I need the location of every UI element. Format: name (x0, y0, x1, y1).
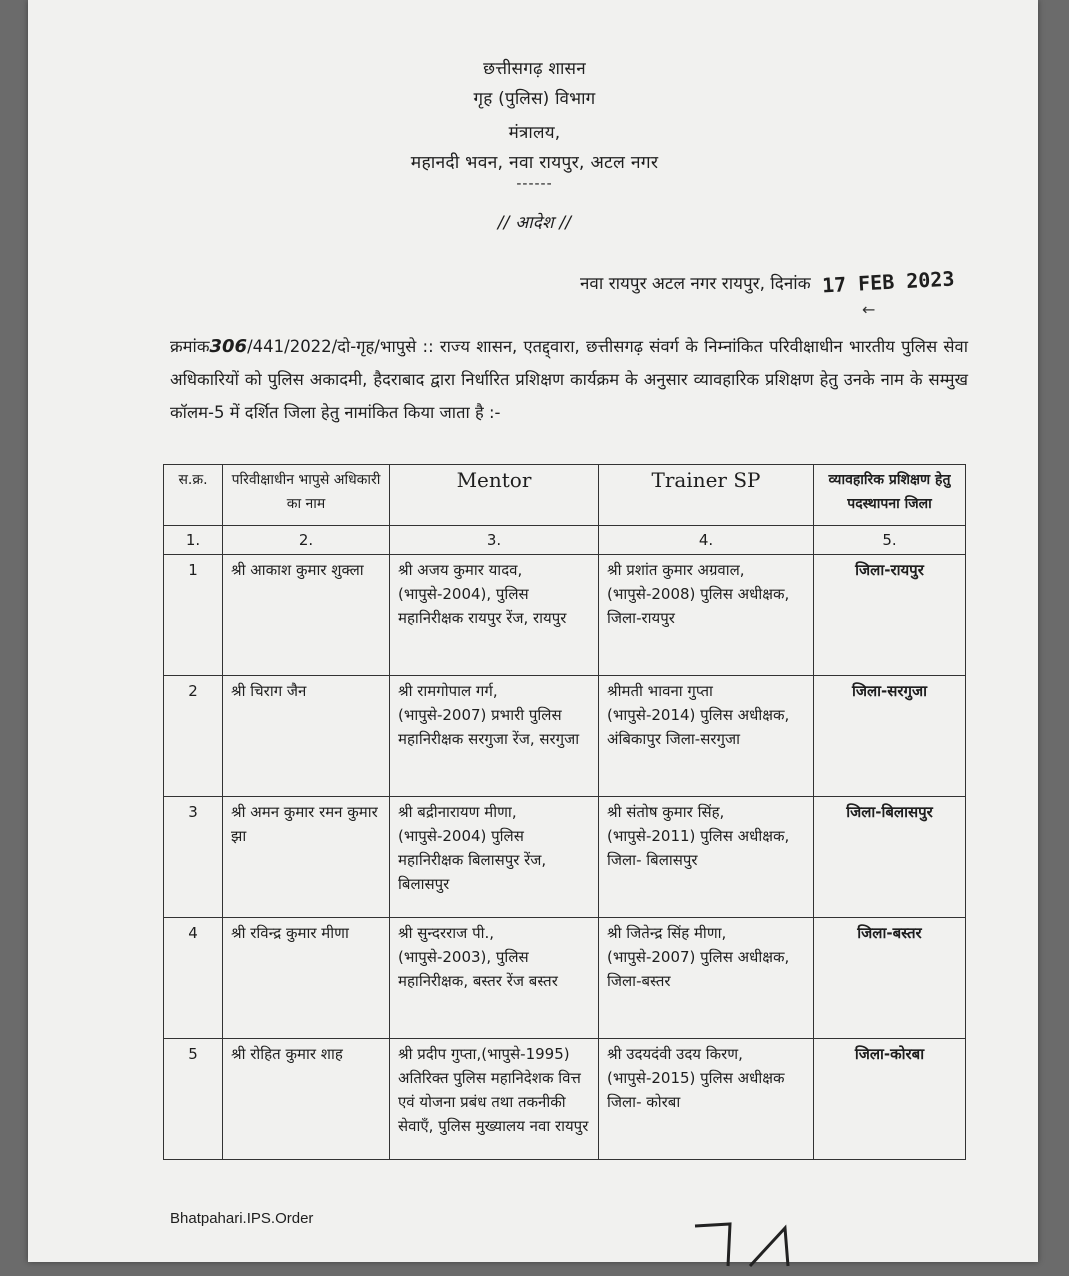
col-number: 1. (164, 526, 223, 555)
header-address: महानदी भवन, नवा रायपुर, अटल नगर (410, 153, 659, 173)
row-district: जिला-बस्तर (814, 918, 966, 1039)
order-number: 306 (209, 336, 248, 357)
signature-mark-icon (690, 1218, 830, 1268)
table-row (164, 555, 966, 676)
row-serial: 2 (164, 676, 223, 797)
header-serial: स.क्र. (164, 465, 223, 526)
row-mentor: श्री प्रदीप गुप्ता,(भापुसे-1995) अतिरिक्त पुलिस महानिदेशक वित्त एवं योजना प्रबंध तथा तकनीकी सेवाएँ, पुलिस मुख्यालय नवा रायपुर (390, 1039, 599, 1160)
row-mentor: श्री अजय कुमार यादव, (भापुसे-2004), पुलिस महानिरीक्षक रायपुर रेंज, रायपुर (390, 555, 599, 676)
dateline-place: नवा रायपुर अटल नगर रायपुर, दिनांक (580, 274, 811, 294)
row-district: जिला-सरगुजा (814, 676, 966, 797)
officers-table (163, 464, 966, 1160)
row-serial: 5 (164, 1039, 223, 1160)
header-separator: ------ (516, 176, 553, 192)
row-district: जिला-रायपुर (814, 555, 966, 676)
header-mentor: Mentor (390, 465, 599, 526)
header-department: गृह (पुलिस) विभाग (473, 89, 596, 109)
row-mentor: श्री बद्रीनारायण मीणा, (भापुसे-2004) पुलिस महानिरीक्षक बिलासपुर रेंज, बिलासपुर (390, 797, 599, 918)
header-district: व्यावहारिक प्रशिक्षण हेतु पदस्थापना जिला (814, 465, 966, 526)
order-title: // आदेश // (497, 213, 572, 233)
row-trainer: श्री प्रशांत कुमार अग्रवाल, (भापुसे-2008) पुलिस अधीक्षक, जिला-रायपुर (599, 555, 814, 676)
order-paragraph (170, 330, 968, 429)
row-serial: 4 (164, 918, 223, 1039)
row-mentor: श्री रामगोपाल गर्ग, (भापुसे-2007) प्रभारी पुलिस महानिरीक्षक सरगुजा रेंज, सरगुजा (390, 676, 599, 797)
row-trainer: श्री जितेन्द्र सिंह मीणा, (भापुसे-2007) पुलिस अधीक्षक, जिला-बस्तर (599, 918, 814, 1039)
row-district: जिला-कोरबा (814, 1039, 966, 1160)
column-number-row (164, 526, 966, 555)
row-serial: 3 (164, 797, 223, 918)
dateline (580, 266, 956, 298)
row-officer-name: श्री अमन कुमार रमन कुमार झा (223, 797, 390, 918)
col-number: 4. (599, 526, 814, 555)
dateline-date: 17 FEB 2023 (821, 266, 956, 298)
header-officer-name: परिवीक्षाधीन भापुसे अधिकारी का नाम (223, 465, 390, 526)
header-government: छत्तीसगढ़ शासन (483, 59, 586, 79)
row-trainer: श्रीमती भावना गुप्ता (भापुसे-2014) पुलिस अधीक्षक, अंबिकापुर जिला-सरगुजा (599, 676, 814, 797)
row-trainer: श्री उदयदंवी उदय किरण, (भापुसे-2015) पुलिस अधीक्षक जिला- कोरबा (599, 1039, 814, 1160)
row-district: जिला-बिलासपुर (814, 797, 966, 918)
table-row (164, 1039, 966, 1160)
table-row (164, 918, 966, 1039)
footer-watermark: Bhatpahari.IPS.Order (170, 1210, 314, 1227)
row-officer-name: श्री चिराग जैन (223, 676, 390, 797)
col-number: 5. (814, 526, 966, 555)
row-officer-name: श्री आकाश कुमार शुक्ला (223, 555, 390, 676)
order-prefix: क्रमांक (170, 337, 210, 356)
row-serial: 1 (164, 555, 223, 676)
arrow-mark-icon: ← (862, 300, 876, 319)
table-row (164, 797, 966, 918)
table-header-row (164, 465, 966, 526)
table-row (164, 676, 966, 797)
order-text: /441/2022/दो-गृह/भापुसे :: राज्य शासन, एतद्द्वारा, छत्तीसगढ़ संवर्ग के निम्नांकित परिवीक्षाधीन भारतीय पुलिस सेवा अधिकारियों को पुलिस अकादमी, हैदराबाद द्वारा निर्धारित प्रशिक्षण कार्यक्रम के अनुसार व्यावहारिक प्रशिक्षण हेतु उनके नाम के सम्मुख कॉलम-5 में दर्शित जिला हेतु नामांकित किया जाता है :- (170, 337, 968, 422)
header-trainer-sp: Trainer SP (599, 465, 814, 526)
row-officer-name: श्री रोहित कुमार शाह (223, 1039, 390, 1160)
row-mentor: श्री सुन्दरराज पी., (भापुसे-2003), पुलिस महानिरीक्षक, बस्तर रेंज बस्तर (390, 918, 599, 1039)
row-officer-name: श्री रविन्द्र कुमार मीणा (223, 918, 390, 1039)
col-number: 3. (390, 526, 599, 555)
col-number: 2. (223, 526, 390, 555)
header-ministry: मंत्रालय, (508, 123, 561, 143)
row-trainer: श्री संतोष कुमार सिंह, (भापुसे-2011) पुलिस अधीक्षक, जिला- बिलासपुर (599, 797, 814, 918)
